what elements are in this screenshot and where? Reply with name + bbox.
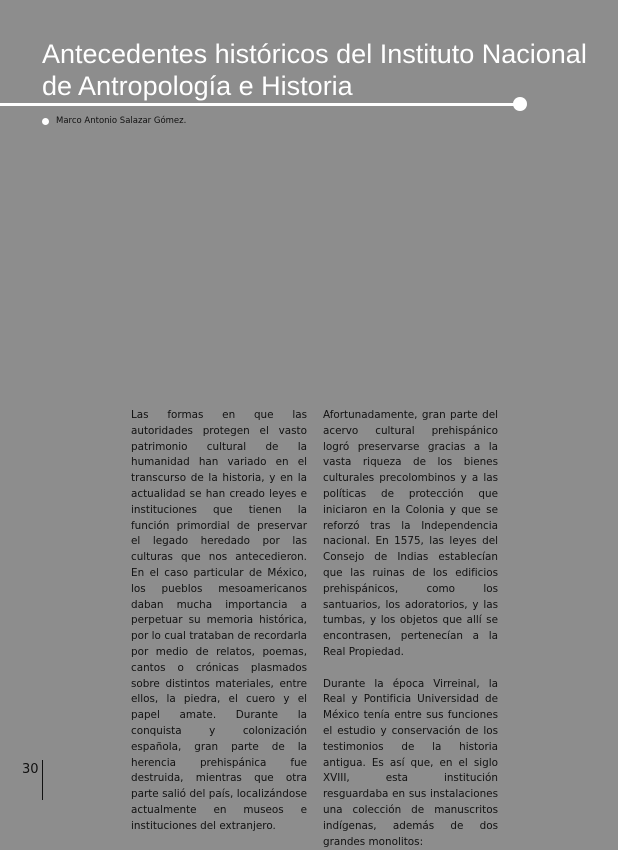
page-number-rule (42, 760, 43, 800)
paragraph: Durante la época Virreinal, la Real y Pontificia Universidad de México tenía entre sus funciones el estudio y conservación de los testimonios de la historia antigua. Es así que, en el siglo XVIII, esta institución resguardaba en sus instalaciones una colección de manuscritos indígenas, además de dos grandes monolitos: (323, 677, 498, 848)
page-number: 30 (22, 762, 39, 777)
author-line (42, 116, 186, 126)
divider-end-dot (513, 97, 527, 111)
paragraph: Las formas en que las autoridades protegen el vasto patrimonio cultural de la humanidad han variado en el transcurso de la historia, y en la actualidad se han creado leyes e instituciones que tienen la función primordial de preservar el legado heredado por las culturas que nos antecedieron. En el caso particular de México, los pueblos mesoamericanos daban mucha importancia a perpetuar su memoria histórica, por lo cual trataban de recordarla por medio de relatos, poemas, cantos o crónicas plasmados sobre distintos materiales, entre ellos, la piedra, el cuero y el papel amate. Durante la conquista y colonización española, gran parte de la herencia prehispánica fue destruida, mientras que otra parte salió del país, localizándose actualmente en museos e instituciones del extranjero. (131, 409, 307, 832)
author-name: Marco Antonio Salazar Gómez. (56, 116, 187, 126)
paragraph: Afortunadamente, gran parte del acervo cultural prehispánico logró preservarse gracias a la vasta riqueza de los bienes culturales precolombinos y a las políticas de protección que iniciaron en la Colonia y que se reforzó tras la Independencia nacional. En 1575, las leyes del Consejo de Indias establecían que las ruinas de los edificios prehispánicos, como los santuarios, los adoratorios, y las tumbas, y los objetos que allí se encontrasen, pertenecían a la Real Propiedad. (323, 409, 498, 658)
bullet-icon (42, 118, 49, 125)
text-column-right (323, 408, 498, 850)
text-column-left (131, 408, 307, 835)
page-title: Antecedentes históricos del Instituto Nacional de Antropología e Historia (42, 39, 587, 101)
title-divider (0, 103, 516, 106)
